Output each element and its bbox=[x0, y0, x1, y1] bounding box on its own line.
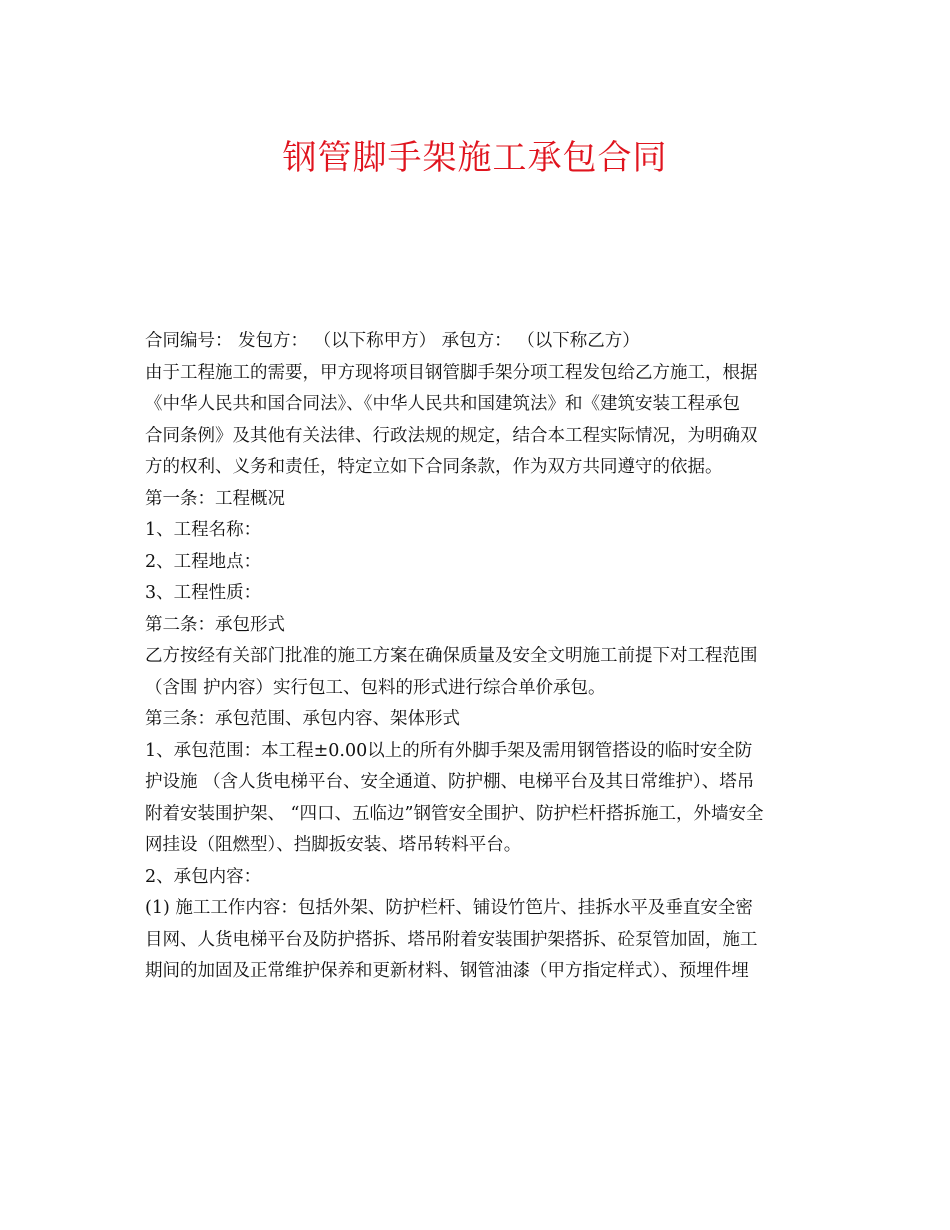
scope-line: 网挂设（阻燃型）、挡脚扳安装、塔吊转料平台。 bbox=[145, 835, 522, 855]
document-body bbox=[145, 326, 805, 988]
scope-line: 1、承包范围：本工程±0.00以上的所有外脚手架及需用钢管搭设的临时安全防 bbox=[145, 740, 753, 761]
preamble-line: 《中华人民共和国合同法》、《中华人民共和国建筑法》和《建筑安装工程承包 bbox=[145, 394, 740, 414]
project-location-line: 2、工程地点： bbox=[145, 551, 262, 572]
content-heading: 2、承包内容： bbox=[145, 866, 262, 887]
scope-line: 护设施 （含人货电梯平台、安全通道、防护棚、电梯平台及其日常维护）、塔吊 bbox=[145, 772, 755, 792]
preamble-line: 由于工程施工的需要，甲方现将项目钢管脚手架分项工程发包给乙方施工，根据 bbox=[145, 362, 758, 383]
work-content-line: 目网、人货电梯平台及防护搭拆、塔吊附着安装围护架搭拆、砼泵管加固，施工 bbox=[145, 929, 758, 950]
contract-parties-line: 合同编号： 发包方： （以下称甲方） 承包方： （以下称乙方） bbox=[145, 331, 640, 351]
preamble-line: 合同条例》及其他有关法律、行政法规的规定，结合本工程实际情况，为明确双 bbox=[145, 425, 758, 446]
document-title: 钢管脚手架施工承包合同 bbox=[282, 138, 668, 178]
article-3-heading: 第三条：承包范围、承包内容、架体形式 bbox=[145, 709, 460, 729]
work-content-line: (1) 施工工作内容：包括外架、防护栏杆、铺设竹笆片、挂拆水平及垂直安全密 bbox=[145, 898, 753, 918]
contract-form-line: （含围 护内容）实行包工、包料的形式进行综合单价承包。 bbox=[145, 677, 606, 698]
article-2-heading: 第二条：承包形式 bbox=[145, 614, 285, 635]
scope-line: 附着安装围护架、 “四口、五临边”钢管安全围护、防护栏杆搭拆施工，外墙安全 bbox=[145, 803, 764, 824]
project-name-line: 1、工程名称： bbox=[145, 520, 262, 540]
contract-form-line: 乙方按经有关部门批准的施工方案在确保质量及安全文明施工前提下对工程范围 bbox=[145, 646, 758, 666]
project-nature-line: 3、工程性质： bbox=[145, 583, 262, 603]
article-1-heading: 第一条：工程概况 bbox=[145, 488, 285, 509]
preamble-line: 方的权利、义务和责任，特定立如下合同条款，作为双方共同遵守的依据。 bbox=[145, 457, 723, 477]
work-content-line: 期间的加固及正常维护保养和更新材料、钢管油漆（甲方指定样式）、预埋件埋 bbox=[145, 961, 749, 981]
